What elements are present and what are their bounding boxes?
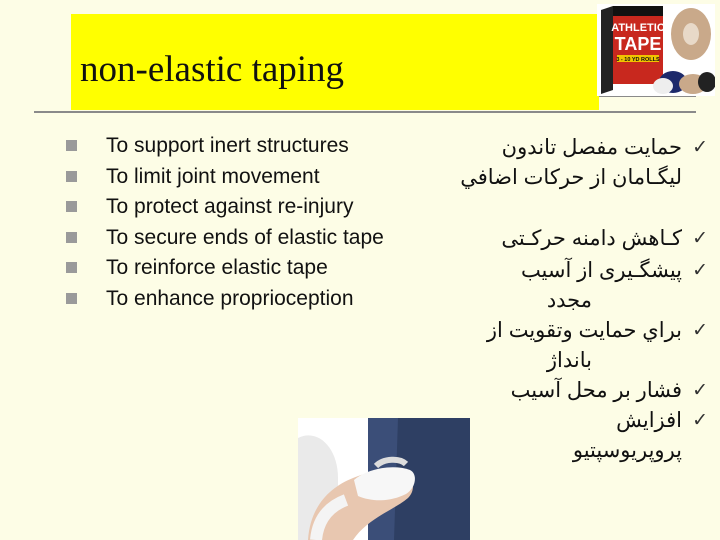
persian-text-line: لیگـامان از حرکات اضافي (460, 166, 682, 189)
bullet-text: To limit joint movement (106, 164, 320, 188)
list-item (66, 162, 386, 193)
product-badge: 3 - 10 YD ROLLS (616, 57, 660, 63)
square-bullet-icon (66, 262, 77, 273)
square-bullet-icon (66, 201, 77, 212)
bullet-text: To reinforce elastic tape (106, 256, 328, 279)
checkmark-icon: ✓ (692, 137, 708, 158)
bullet-text: To support inert structures (106, 134, 349, 157)
persian-checklist (400, 133, 708, 466)
list-item (66, 192, 386, 223)
persian-text-line: براي حمایت وتقویت از (486, 319, 682, 342)
checkmark-icon: ✓ (692, 260, 708, 281)
checkmark-icon: ✓ (692, 228, 708, 249)
bullet-text: To secure ends of elastic tape (106, 225, 384, 249)
square-bullet-icon (66, 140, 77, 151)
list-item (66, 223, 386, 254)
checkmark-icon: ✓ (692, 410, 708, 431)
list-item (66, 284, 386, 315)
english-bullet-list (66, 131, 386, 314)
slide-title: non-elastic taping (80, 49, 345, 90)
square-bullet-icon (66, 232, 77, 243)
persian-text-line: پیشگـیری از آسیب (520, 259, 682, 282)
checkmark-icon: ✓ (692, 320, 708, 341)
persian-text-line: پروپریوسپتیو (572, 439, 682, 462)
taped-foot-photo (298, 418, 470, 540)
square-bullet-icon (66, 171, 77, 182)
list-item (400, 256, 708, 316)
persian-text-line: حمایت مفصل تاندون (501, 136, 682, 159)
list-item (400, 316, 708, 376)
athletic-tape-product-image (597, 4, 715, 96)
persian-text-line: مجدد (546, 289, 592, 312)
checkmark-icon: ✓ (692, 380, 708, 401)
list-item (66, 131, 386, 162)
persian-text-line: فشار بر محل آسیب (510, 379, 682, 402)
title-divider-right (599, 96, 696, 97)
list-item (66, 253, 386, 284)
list-item (400, 376, 708, 406)
list-item (400, 224, 708, 254)
product-brand-line-1: ATHLETIC (611, 22, 665, 34)
persian-text-line: افزایش (616, 409, 682, 432)
product-brand-line-2: TAPE (614, 34, 662, 54)
bullet-text: To enhance proprioception (106, 286, 354, 310)
persian-text-line: کـاهش دامنه حرکـتی (501, 227, 682, 250)
square-bullet-icon (66, 293, 77, 304)
bullet-text: To protect against re-injury (106, 195, 354, 218)
list-item (400, 133, 708, 193)
persian-text-line: بانداژ (546, 349, 592, 372)
title-divider (34, 111, 696, 113)
